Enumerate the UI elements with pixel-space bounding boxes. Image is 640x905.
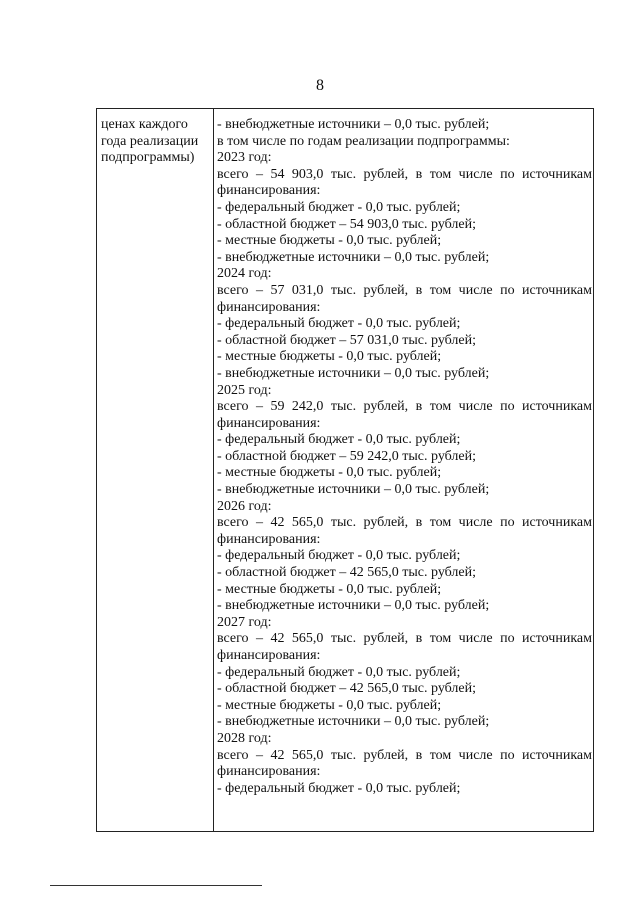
- funding-line: - внебюджетные источники – 0,0 тыс. рублей;: [217, 249, 490, 265]
- funding-line: - внебюджетные источники – 0,0 тыс. рублей;: [217, 714, 490, 730]
- label-line: года реализации: [101, 133, 199, 149]
- funding-line: - местные бюджеты - 0,0 тыс. рублей;: [217, 349, 442, 365]
- label-line: подпрограммы): [101, 150, 195, 166]
- funding-total-line: всего – 42 565,0 тыс. рублей, в том числе по источникам: [217, 515, 592, 531]
- page-number: 8: [316, 77, 324, 94]
- funding-line: 2026 год:: [217, 498, 272, 514]
- funding-line: - местные бюджеты - 0,0 тыс. рублей;: [217, 697, 442, 713]
- funding-line: 2024 год:: [217, 266, 272, 282]
- funding-line: 2023 год:: [217, 150, 272, 166]
- funding-line: - федеральный бюджет - 0,0 тыс. рублей;: [217, 548, 461, 564]
- funding-line: - областной бюджет – 42 565,0 тыс. рублей;: [217, 681, 476, 697]
- funding-line: - областной бюджет – 54 903,0 тыс. рублей;: [217, 216, 476, 232]
- column-divider: [213, 109, 214, 831]
- funding-line: - внебюджетные источники – 0,0 тыс. рублей;: [217, 482, 490, 498]
- table-cell-label: [101, 117, 211, 167]
- funding-line: - федеральный бюджет - 0,0 тыс. рублей;: [217, 780, 461, 796]
- funding-total-line: всего – 42 565,0 тыс. рублей, в том числе по источникам: [217, 747, 592, 763]
- funding-line: финансирования:: [217, 299, 321, 315]
- funding-line: финансирования:: [217, 648, 321, 663]
- funding-line: 2025 год:: [217, 382, 272, 398]
- funding-line: финансирования:: [217, 183, 321, 199]
- funding-table: [96, 108, 594, 832]
- label-line: ценах каждого: [101, 117, 188, 132]
- funding-line: финансирования:: [217, 415, 321, 431]
- funding-line: - внебюджетные источники – 0,0 тыс. рублей;: [217, 598, 490, 614]
- funding-line: - областной бюджет – 59 242,0 тыс. рублей;: [217, 448, 476, 464]
- funding-line: - федеральный бюджет - 0,0 тыс. рублей;: [217, 664, 461, 680]
- funding-line: - федеральный бюджет - 0,0 тыс. рублей;: [217, 316, 461, 332]
- funding-total-line: всего – 42 565,0 тыс. рублей, в том числе по источникам: [217, 631, 592, 647]
- funding-line: - областной бюджет – 42 565,0 тыс. рублей;: [217, 565, 476, 581]
- funding-line: 2028 год:: [217, 730, 272, 746]
- funding-line: - федеральный бюджет - 0,0 тыс. рублей;: [217, 432, 461, 448]
- funding-total-line: всего – 59 242,0 тыс. рублей, в том числе по источникам: [217, 399, 592, 415]
- funding-total-line: всего – 57 031,0 тыс. рублей, в том числе по источникам: [217, 282, 592, 298]
- funding-line: финансирования:: [217, 764, 321, 780]
- funding-total-line: всего – 54 903,0 тыс. рублей, в том числе по источникам: [217, 166, 592, 182]
- funding-line: финансирования:: [217, 531, 321, 547]
- funding-line: - местные бюджеты - 0,0 тыс. рублей;: [217, 581, 442, 597]
- funding-line: - федеральный бюджет - 0,0 тыс. рублей;: [217, 199, 461, 215]
- funding-line: - внебюджетные источники – 0,0 тыс. рублей;: [217, 117, 490, 132]
- funding-line: в том числе по годам реализации подпрограммы:: [217, 133, 510, 149]
- funding-line: - местные бюджеты - 0,0 тыс. рублей;: [217, 233, 442, 249]
- funding-line: - местные бюджеты - 0,0 тыс. рублей;: [217, 465, 442, 481]
- funding-line: - внебюджетные источники – 0,0 тыс. рублей;: [217, 365, 490, 381]
- funding-line: - областной бюджет – 57 031,0 тыс. рублей;: [217, 332, 476, 348]
- funding-line: 2027 год:: [217, 614, 272, 630]
- table-cell-funding-details: [217, 117, 592, 797]
- footnote-rule: [50, 885, 262, 886]
